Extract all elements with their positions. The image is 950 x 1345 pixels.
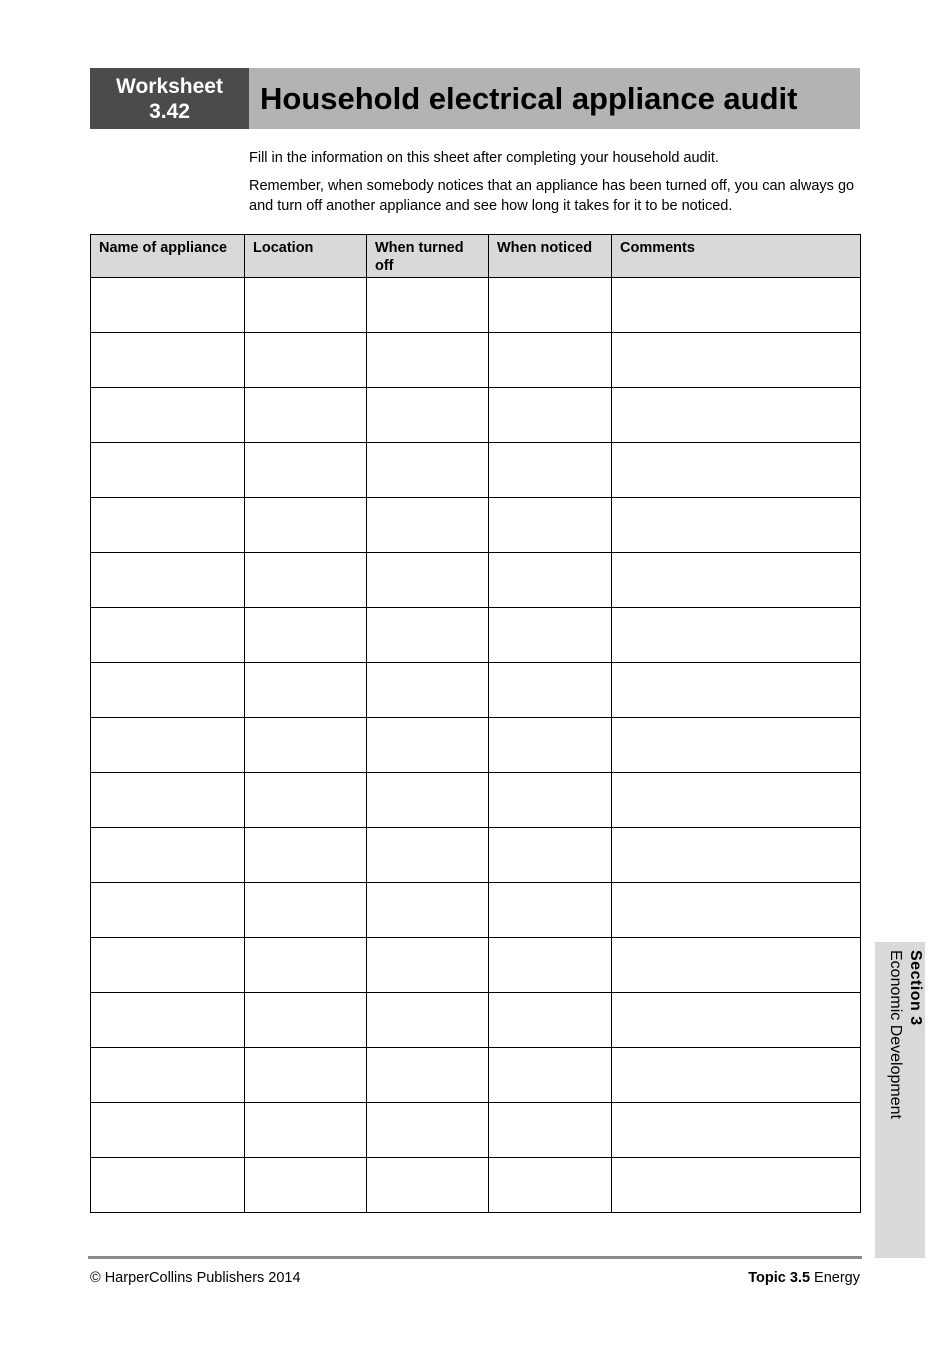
cell-when-noticed[interactable] [489, 608, 612, 663]
cell-when-turned-off[interactable] [367, 333, 489, 388]
cell-name[interactable] [91, 718, 245, 773]
cell-when-turned-off[interactable] [367, 1048, 489, 1103]
cell-name[interactable] [91, 443, 245, 498]
cell-location[interactable] [245, 498, 367, 553]
section-subtitle: Economic Development [887, 950, 904, 1119]
table-row [91, 718, 861, 773]
cell-comments[interactable] [612, 663, 861, 718]
cell-location[interactable] [245, 388, 367, 443]
cell-location[interactable] [245, 608, 367, 663]
cell-location[interactable] [245, 443, 367, 498]
cell-when-turned-off[interactable] [367, 1103, 489, 1158]
cell-name[interactable] [91, 883, 245, 938]
instruction-line-2: Remember, when somebody notices that an appliance has been turned off, you can always go and turn off another appliance and see how long it takes for it to be noticed. [249, 178, 855, 214]
cell-name[interactable] [91, 333, 245, 388]
cell-name[interactable] [91, 938, 245, 993]
cell-when-turned-off[interactable] [367, 388, 489, 443]
worksheet-number-box [90, 68, 249, 129]
cell-when-turned-off[interactable] [367, 718, 489, 773]
cell-when-turned-off[interactable] [367, 883, 489, 938]
topic-name: Energy [814, 1270, 860, 1286]
cell-comments[interactable] [612, 1158, 861, 1213]
cell-when-noticed[interactable] [489, 553, 612, 608]
cell-when-turned-off[interactable] [367, 278, 489, 333]
cell-name[interactable] [91, 993, 245, 1048]
cell-comments[interactable] [612, 828, 861, 883]
cell-location[interactable] [245, 1103, 367, 1158]
footer-divider [88, 1256, 862, 1259]
table-row [91, 443, 861, 498]
footer-copyright: © HarperCollins Publishers 2014 [90, 1270, 301, 1286]
cell-name[interactable] [91, 1048, 245, 1103]
cell-when-turned-off[interactable] [367, 553, 489, 608]
cell-comments[interactable] [612, 993, 861, 1048]
cell-name[interactable] [91, 278, 245, 333]
cell-when-turned-off[interactable] [367, 828, 489, 883]
table-row [91, 553, 861, 608]
cell-name[interactable] [91, 608, 245, 663]
worksheet-label: Worksheet [116, 74, 223, 98]
cell-location[interactable] [245, 1158, 367, 1213]
cell-comments[interactable] [612, 718, 861, 773]
table-row [91, 828, 861, 883]
table-row [91, 883, 861, 938]
cell-name[interactable] [91, 1158, 245, 1213]
table-row [91, 663, 861, 718]
title-box [249, 68, 860, 129]
cell-name[interactable] [91, 773, 245, 828]
footer-topic [748, 1270, 860, 1286]
cell-location[interactable] [245, 278, 367, 333]
cell-when-noticed[interactable] [489, 333, 612, 388]
cell-comments[interactable] [612, 553, 861, 608]
cell-when-noticed[interactable] [489, 278, 612, 333]
cell-comments[interactable] [612, 883, 861, 938]
section-side-tab [875, 942, 925, 1258]
cell-location[interactable] [245, 828, 367, 883]
page-title: Household electrical appliance audit [260, 80, 798, 116]
table-row [91, 993, 861, 1048]
cell-location[interactable] [245, 773, 367, 828]
cell-when-turned-off[interactable] [367, 938, 489, 993]
column-header-location: Location [245, 235, 367, 278]
instruction-line-1: Fill in the information on this sheet after completing your household audit. [249, 150, 719, 166]
cell-comments[interactable] [612, 773, 861, 828]
cell-when-turned-off[interactable] [367, 1158, 489, 1213]
table-row [91, 1103, 861, 1158]
cell-comments[interactable] [612, 388, 861, 443]
topic-label: Topic 3.5 [748, 1270, 811, 1286]
cell-comments[interactable] [612, 333, 861, 388]
cell-when-noticed[interactable] [489, 498, 612, 553]
worksheet-number: 3.42 [149, 99, 190, 123]
table-row [91, 498, 861, 553]
cell-when-noticed[interactable] [489, 1103, 612, 1158]
table-row [91, 333, 861, 388]
cell-location[interactable] [245, 663, 367, 718]
table-row [91, 608, 861, 663]
cell-comments[interactable] [612, 1103, 861, 1158]
cell-when-turned-off[interactable] [367, 498, 489, 553]
cell-comments[interactable] [612, 608, 861, 663]
cell-name[interactable] [91, 498, 245, 553]
cell-location[interactable] [245, 718, 367, 773]
cell-when-turned-off[interactable] [367, 608, 489, 663]
audit-table [90, 234, 861, 1213]
cell-comments[interactable] [612, 498, 861, 553]
cell-comments[interactable] [612, 443, 861, 498]
table-row [91, 938, 861, 993]
cell-when-noticed[interactable] [489, 663, 612, 718]
cell-name[interactable] [91, 553, 245, 608]
cell-when-noticed[interactable] [489, 828, 612, 883]
cell-comments[interactable] [612, 1048, 861, 1103]
cell-comments[interactable] [612, 938, 861, 993]
table-row [91, 773, 861, 828]
cell-location[interactable] [245, 938, 367, 993]
cell-when-noticed[interactable] [489, 773, 612, 828]
worksheet-header [90, 68, 860, 129]
cell-location[interactable] [245, 1048, 367, 1103]
cell-when-noticed[interactable] [489, 883, 612, 938]
column-header-when-turned-off: When turned off [367, 235, 489, 278]
cell-when-noticed[interactable] [489, 388, 612, 443]
cell-name[interactable] [91, 663, 245, 718]
instructions [249, 148, 869, 224]
column-header-comments: Comments [612, 235, 861, 278]
cell-name[interactable] [91, 1103, 245, 1158]
table-row [91, 278, 861, 333]
cell-when-noticed[interactable] [489, 718, 612, 773]
cell-when-noticed[interactable] [489, 993, 612, 1048]
table-row [91, 1158, 861, 1213]
column-header-when-noticed: When noticed [489, 235, 612, 278]
cell-location[interactable] [245, 993, 367, 1048]
cell-when-noticed[interactable] [489, 938, 612, 993]
cell-name[interactable] [91, 828, 245, 883]
cell-location[interactable] [245, 333, 367, 388]
cell-when-turned-off[interactable] [367, 993, 489, 1048]
table-row [91, 1048, 861, 1103]
cell-when-noticed[interactable] [489, 443, 612, 498]
cell-when-noticed[interactable] [489, 1048, 612, 1103]
table-header-row [91, 235, 861, 278]
cell-when-noticed[interactable] [489, 1158, 612, 1213]
cell-when-turned-off[interactable] [367, 773, 489, 828]
side-tab-text [885, 950, 925, 1119]
cell-when-turned-off[interactable] [367, 663, 489, 718]
cell-comments[interactable] [612, 278, 861, 333]
section-label: Section 3 [907, 950, 924, 1026]
cell-location[interactable] [245, 883, 367, 938]
cell-location[interactable] [245, 553, 367, 608]
cell-when-turned-off[interactable] [367, 443, 489, 498]
cell-name[interactable] [91, 388, 245, 443]
table-row [91, 388, 861, 443]
column-header-name: Name of appliance [91, 235, 245, 278]
